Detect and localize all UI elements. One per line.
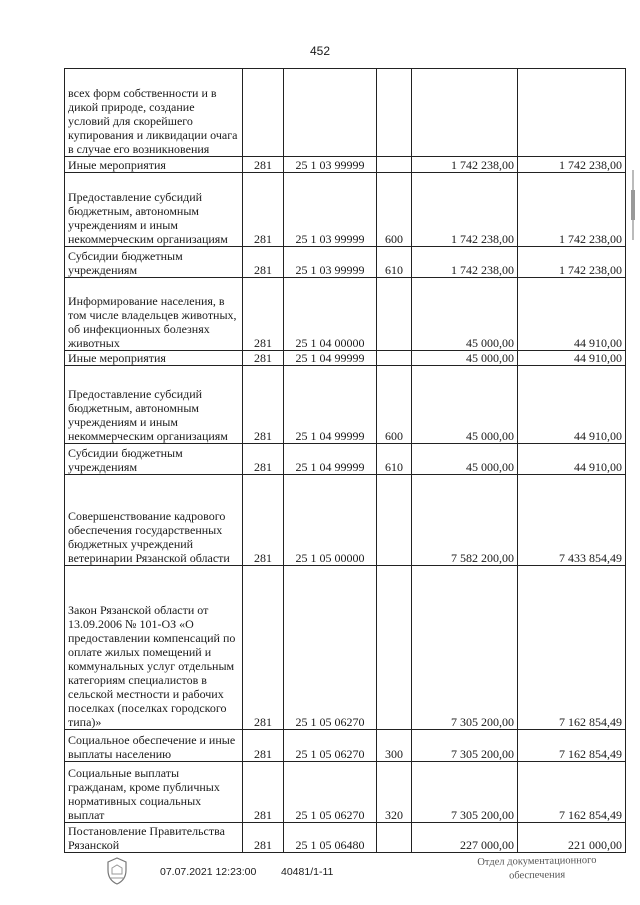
page-number: 452 — [309, 44, 331, 58]
row-gr-cell: 281 — [243, 351, 284, 366]
row-executed-cell: 7 162 854,49 — [518, 762, 626, 823]
row-planned-cell: 45 000,00 — [412, 444, 518, 475]
row-gr-cell: 281 — [243, 173, 284, 247]
scan-edge-marks — [630, 170, 636, 240]
row-planned-cell: 45 000,00 — [412, 366, 518, 444]
row-name-cell: Социальные выплаты гражданам, кроме публичных нормативных социальных выплат — [65, 762, 243, 823]
row-executed-cell: 44 910,00 — [518, 444, 626, 475]
row-executed-cell: 1 742 238,00 — [518, 173, 626, 247]
row-planned-cell: 45 000,00 — [412, 351, 518, 366]
row-name-cell: Информирование населения, в том числе владельцев животных, об инфекционных болезнях животных — [65, 278, 243, 351]
table-row — [65, 157, 626, 173]
row-name-cell: Предоставление субсидий бюджетным, автономным учреждениям и иным некоммерческим организациям — [65, 366, 243, 444]
row-gr-cell: 281 — [243, 444, 284, 475]
table-row — [65, 444, 626, 475]
row-name-cell: Иные мероприятия — [65, 351, 243, 366]
row-executed-cell: 7 433 854,49 — [518, 475, 626, 566]
row-code-cell: 25 1 04 00000 — [284, 278, 377, 351]
row-executed-cell: 1 742 238,00 — [518, 157, 626, 173]
row-vr-cell — [377, 157, 412, 173]
row-gr-cell: 281 — [243, 730, 284, 762]
row-vr-cell — [377, 566, 412, 730]
row-code-cell: 25 1 04 99999 — [284, 366, 377, 444]
row-executed-cell: 44 910,00 — [518, 351, 626, 366]
budget-table — [64, 68, 626, 853]
table-row — [65, 173, 626, 247]
coat-of-arms-logo — [104, 856, 130, 886]
row-code-cell: 25 1 05 06270 — [284, 566, 377, 730]
row-code-cell: 25 1 04 99999 — [284, 444, 377, 475]
row-executed-cell: 44 910,00 — [518, 366, 626, 444]
row-executed-cell: 7 162 854,49 — [518, 730, 626, 762]
row-name-cell: Иные мероприятия — [65, 157, 243, 173]
row-gr-cell: 281 — [243, 157, 284, 173]
row-executed-cell: 221 000,00 — [518, 823, 626, 853]
row-code-cell: 25 1 03 99999 — [284, 247, 377, 278]
row-planned-cell — [412, 69, 518, 157]
row-code-cell: 25 1 05 06270 — [284, 730, 377, 762]
row-planned-cell: 7 305 200,00 — [412, 762, 518, 823]
row-gr-cell: 281 — [243, 475, 284, 566]
row-vr-cell: 300 — [377, 730, 412, 762]
row-gr-cell — [243, 69, 284, 157]
row-code-cell: 25 1 05 00000 — [284, 475, 377, 566]
row-vr-cell: 600 — [377, 173, 412, 247]
row-code-cell: 25 1 05 06480 — [284, 823, 377, 853]
row-executed-cell: 44 910,00 — [518, 278, 626, 351]
row-code-cell: 25 1 05 06270 — [284, 762, 377, 823]
row-planned-cell: 45 000,00 — [412, 278, 518, 351]
row-vr-cell — [377, 69, 412, 157]
row-gr-cell: 281 — [243, 278, 284, 351]
table-row — [65, 730, 626, 762]
table-row — [65, 351, 626, 366]
row-name-cell: Постановление Правительства Рязанской — [65, 823, 243, 853]
row-code-cell: 25 1 04 99999 — [284, 351, 377, 366]
footer-doc-id: 40481/1-11 — [281, 866, 334, 878]
table-row — [65, 475, 626, 566]
row-name-cell: Закон Рязанской области от 13.09.2006 № 101-ОЗ «О предоставлении компенсаций по оплате жилых помещений и коммунальных услуг отдельным категориям специалистов в сельской местности и рабочих поселках (поселках городского типа)» — [65, 566, 243, 730]
row-planned-cell: 1 742 238,00 — [412, 173, 518, 247]
row-executed-cell: 1 742 238,00 — [518, 247, 626, 278]
row-gr-cell: 281 — [243, 823, 284, 853]
row-vr-cell: 610 — [377, 444, 412, 475]
row-name-cell: Совершенствование кадрового обеспечения государственных бюджетных учреждений ветеринарии Рязанской области — [65, 475, 243, 566]
department-stamp — [452, 854, 622, 885]
table-row — [65, 69, 626, 157]
row-gr-cell: 281 — [243, 566, 284, 730]
row-vr-cell: 320 — [377, 762, 412, 823]
row-gr-cell: 281 — [243, 247, 284, 278]
row-code-cell: 25 1 03 99999 — [284, 173, 377, 247]
row-planned-cell: 227 000,00 — [412, 823, 518, 853]
row-vr-cell: 600 — [377, 366, 412, 444]
row-code-cell — [284, 69, 377, 157]
row-planned-cell: 1 742 238,00 — [412, 247, 518, 278]
row-planned-cell: 7 305 200,00 — [412, 730, 518, 762]
budget-table-body — [65, 69, 626, 853]
table-row — [65, 247, 626, 278]
row-planned-cell: 1 742 238,00 — [412, 157, 518, 173]
table-row — [65, 762, 626, 823]
footer-datetime: 07.07.2021 12:23:00 — [160, 866, 257, 878]
row-name-cell: Субсидии бюджетным учреждениям — [65, 247, 243, 278]
row-vr-cell — [377, 475, 412, 566]
row-name-cell: Предоставление субсидий бюджетным, автономным учреждениям и иным некоммерческим организациям — [65, 173, 243, 247]
table-row — [65, 278, 626, 351]
row-name-cell: Социальное обеспечение и иные выплаты населению — [65, 730, 243, 762]
row-code-cell: 25 1 03 99999 — [284, 157, 377, 173]
table-row — [65, 366, 626, 444]
stamp-line-2: обеспечения — [508, 869, 566, 882]
row-gr-cell: 281 — [243, 366, 284, 444]
row-vr-cell: 610 — [377, 247, 412, 278]
row-executed-cell — [518, 69, 626, 157]
row-planned-cell: 7 305 200,00 — [412, 566, 518, 730]
row-name-cell: Субсидии бюджетным учреждениям — [65, 444, 243, 475]
row-vr-cell — [377, 278, 412, 351]
row-executed-cell: 7 162 854,49 — [518, 566, 626, 730]
row-vr-cell — [377, 823, 412, 853]
row-name-cell: всех форм собственности и в дикой природе, создание условий для скорейшего купирования и ликвидации очага в случае его возникновения — [65, 69, 243, 157]
stamp-line-1: Отдел документационного — [477, 854, 597, 869]
row-vr-cell — [377, 351, 412, 366]
table-row — [65, 823, 626, 853]
table-row — [65, 566, 626, 730]
row-gr-cell: 281 — [243, 762, 284, 823]
row-planned-cell: 7 582 200,00 — [412, 475, 518, 566]
